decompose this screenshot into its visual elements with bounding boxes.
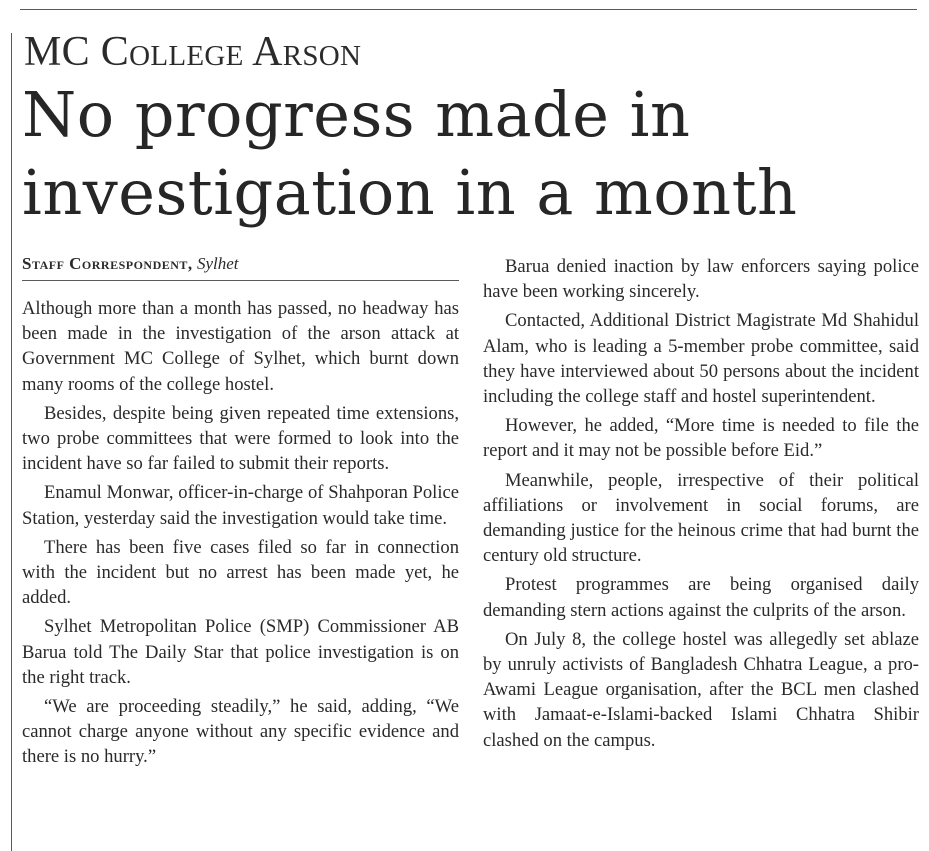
- headline-line-1: No progress made in: [22, 78, 691, 151]
- paragraph: Enamul Monwar, officer-in-charge of Shahporan Police Station, yesterday said the investigation would take time.: [22, 482, 459, 529]
- byline-place: Sylhet: [196, 254, 239, 273]
- top-rule: [20, 9, 917, 10]
- paragraph: However, he added, “More time is needed to file the report and it may not be possible before Eid.”: [483, 415, 919, 462]
- paragraph: Protest programmes are being organised daily demanding stern actions against the culprits of the arson.: [483, 574, 919, 621]
- headline: [22, 76, 927, 232]
- paragraph: On July 8, the college hostel was allegedly set ablaze by unruly activists of Bangladesh Chhatra League, a pro-Awami League organisation, after the BCL men clashed with Jamaat-e-Islami-backed Islami Chhatra Shibir clashed on the campus.: [483, 628, 919, 751]
- byline: [22, 253, 459, 281]
- article-column-left: [22, 296, 459, 774]
- side-rule: [11, 33, 12, 851]
- paragraph: “We are proceeding steadily,” he said, adding, “We cannot charge anyone without any specific evidence and there is no hurry.”: [22, 696, 459, 768]
- paragraph: There has been five cases filed so far in connection with the incident but no arrest has been made yet, he added.: [22, 536, 459, 609]
- byline-role: Staff Correspondent,: [22, 254, 193, 273]
- paragraph: Sylhet Metropolitan Police (SMP) Commissioner AB Barua told The Daily Star that police investigation is on the right track.: [22, 616, 459, 688]
- paragraph: Meanwhile, people, irrespective of their political affiliations or involvement in social forums, are demanding justice for the heinous crime that had burnt the century old structure.: [483, 469, 919, 567]
- kicker-label: MC College Arson: [24, 29, 362, 75]
- paragraph: Contacted, Additional District Magistrate Md Shahidul Alam, who is leading a 5-member probe committee, said they have interviewed about 50 persons about the incident including the college staff and hostel superintendent.: [483, 310, 919, 408]
- paragraph: Although more than a month has passed, no headway has been made in the investigation of the arson attack at Government MC College of Sylhet, which burnt down many rooms of the college hostel.: [22, 298, 459, 395]
- article-column-right: [483, 254, 919, 757]
- paragraph: Besides, despite being given repeated time extensions, two probe committees that were formed to look into the incident have so far failed to submit their reports.: [22, 402, 459, 475]
- paragraph: Barua denied inaction by law enforcers saying police have been working sincerely.: [483, 256, 919, 303]
- headline-line-2: investigation in a month: [22, 156, 798, 229]
